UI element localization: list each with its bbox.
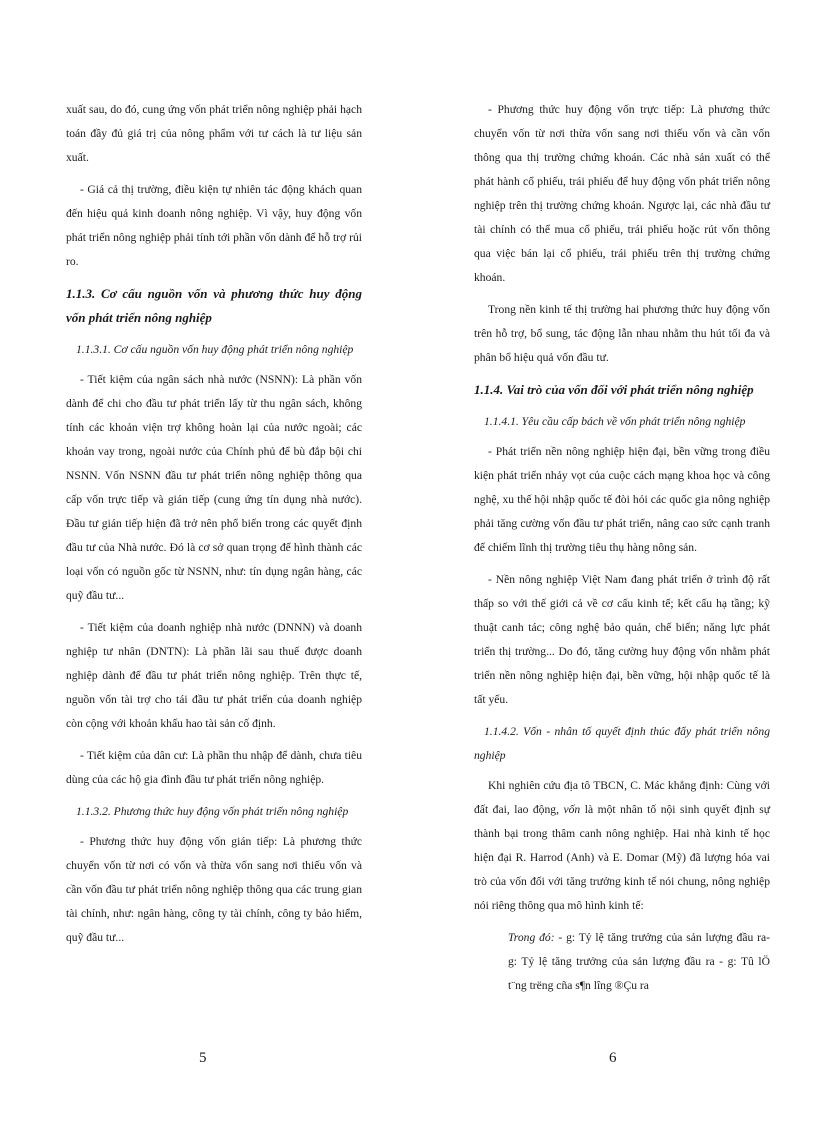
page-number-right: 6	[609, 1050, 617, 1066]
subsection-heading-1-1-4-1: 1.1.4.1. Yêu cầu cấp bách về vốn phát triển nông nghiệp	[484, 415, 746, 428]
paragraph: - Tiết kiệm của ngân sách nhà nước (NSNN): Là phần vốn dành để chi cho đầu tư phát triển lấy từ thu ngân sách, không tính các khoản viện trợ không hoàn lại của nước ngoài; các khoản vay trong, ngoài nước của Chính phủ để bù đắp bội chi NSNN. Vốn NSNN đầu tư phát triển nông nghiệp thông qua cấp vốn trực tiếp và gián tiếp (cung ứng tín dụng nhà nước). Đầu tư gián tiếp hiện đã trở nên phổ biến trong các quyết định đầu tư của Nhà nước. Đó là cơ sở quan trọng để hình thành các loại vốn có nguồn gốc từ NSNN, như: tín dụng ngân hàng, các quỹ đầu tư...	[66, 373, 362, 602]
subsection-heading-1-1-4-2: 1.1.4.2. Vốn - nhân tố quyết định thúc đẩy phát triển nông nghiệp	[474, 725, 770, 762]
formula-definition	[508, 926, 770, 998]
right-page-column	[474, 98, 770, 998]
section-heading-1-1-3: 1.1.3. Cơ cấu nguồn vốn và phương thức huy động vốn phát triển nông nghiệp	[66, 286, 362, 325]
paragraph: - Phát triển nền nông nghiệp hiện đại, bền vững trong điều kiện phát triển nhảy vọt của cuộc cách mạng khoa học và công nghệ, xu thế hội nhập quốc tế đòi hỏi các quốc gia nông nghiệp phải tăng cường vốn đầu tư phát triển, nâng cao sức cạnh tranh để chiếm lĩnh thị trường tiêu thụ hàng nông sản.	[474, 445, 770, 554]
page-number-left: 5	[199, 1050, 207, 1066]
paragraph: - Tiết kiệm của dân cư: Là phần thu nhập để dành, chưa tiêu dùng của các hộ gia đình đầu tư phát triển nông nghiệp.	[66, 749, 362, 786]
paragraph	[474, 774, 770, 918]
formula-label: Trong đó:	[508, 931, 555, 944]
paragraph: - Nền nông nghiệp Việt Nam đang phát triển ở trình độ rất thấp so với thế giới cả về cơ cấu kinh tế; kết cấu hạ tầng; kỹ thuật canh tác; công nghệ bảo quản, chế biến; năng lực phát triển thị trường... Do đó, tăng cường huy động vốn nhằm phát triển nền nông nghiệp hiện đại, bền vững, hội nhập quốc tế là tất yếu.	[474, 573, 770, 706]
formula-text: - g: Tỷ lệ tăng trưởng của sản lượng đầu ra- g: Tỷ lệ tăng trưởng của sản lượng đầu ra - g: Tû lÖ t¨ng trëng cña s¶n lîng ®Çu ra	[508, 931, 770, 992]
text-run: là một nhân tố nội sinh quyết định sự thành bại trong thâm canh nông nghiệp. Hai nhà kinh tế học hiện đại R. Harrod (Anh) và E. Domar (Mỹ) đã lượng hóa vai trò của vốn đối với tăng trưởng kinh tế nói chung, nông nghiệp nói riêng thông qua mô hình kinh tế:	[474, 803, 770, 912]
section-heading-1-1-4: 1.1.4. Vai trò của vốn đối với phát triển nông nghiệp	[474, 382, 754, 397]
subsection-heading-1-1-3-1: 1.1.3.1. Cơ cấu nguồn vốn huy động phát triển nông nghiệp	[76, 343, 354, 356]
paragraph: - Phương thức huy động vốn trực tiếp: Là phương thức chuyển vốn từ nơi thừa vốn sang nơi thiếu vốn và cần vốn thông qua thị trường chứng khoán. Các nhà sản xuất có thể phát hành cổ phiếu, trái phiếu để huy động vốn phát triển nông nghiệp trên thị trường chứng khoán. Ngược lại, các nhà đầu tư tài chính có thể mua cổ phiếu, trái phiếu hoặc rút vốn thông qua việc bán lại cổ phiếu, trái phiếu trên thị trường chứng khoán.	[474, 103, 770, 284]
paragraph: Trong nền kinh tế thị trường hai phương thức huy động vốn trên hỗ trợ, bổ sung, tác động lẫn nhau nhằm thu hút tối đa và phân bổ hiệu quả vốn đầu tư.	[474, 303, 770, 364]
left-page-column	[66, 98, 362, 958]
emphasis-von: vốn	[563, 803, 581, 816]
paragraph: - Tiết kiệm của doanh nghiệp nhà nước (DNNN) và doanh nghiệp tư nhân (DNTN): Là phần lãi sau thuế được doanh nghiệp dành để đầu tư phát triển nông nghiệp. Trên thực tế, nguồn vốn tài trợ cho tái đầu tư phát triển của doanh nghiệp còn cộng với khoản khấu hao tài sản cố định.	[66, 621, 362, 730]
subsection-heading-1-1-3-2: 1.1.3.2. Phương thức huy động vốn phát triển nông nghiệp	[76, 805, 349, 818]
paragraph: - Phương thức huy động vốn gián tiếp: Là phương thức chuyển vốn từ nơi có vốn và thừa vốn sang nơi thiếu vốn và cần vốn đầu tư phát triển nông nghiệp thông qua các trung gian tài chính, như: ngân hàng, công ty tài chính, công ty bảo hiểm, quỹ đầu tư...	[66, 835, 362, 944]
paragraph: - Giá cả thị trường, điều kiện tự nhiên tác động khách quan đến hiệu quả kinh doanh nông nghiệp. Vì vậy, huy động vốn phát triển nông nghiệp phải tính tới phần vốn dành để hỗ trợ rủi ro.	[66, 183, 362, 268]
paragraph: xuất sau, do đó, cung ứng vốn phát triển nông nghiệp phải hạch toán đầy đủ giá trị của nông phẩm với tư cách là tư liệu sản xuất.	[66, 103, 362, 164]
text-run: Khi nghiên cứu địa tô TBCN, C. Mác khẳng định: Cùng với đất đai, lao động,	[474, 779, 770, 816]
